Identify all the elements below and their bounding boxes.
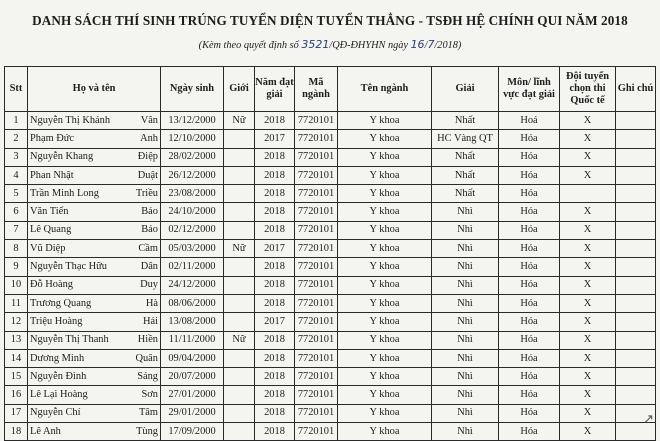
table-row bbox=[5, 112, 656, 130]
cell-family-name: Trương Quang bbox=[28, 294, 127, 312]
table-row bbox=[5, 423, 656, 441]
table-header-row bbox=[5, 67, 656, 112]
candidates-table bbox=[4, 66, 656, 441]
cell-stt: 6 bbox=[5, 203, 28, 221]
cell-code: 7720101 bbox=[295, 240, 338, 258]
cell-subject: Hóa bbox=[499, 166, 560, 184]
cell-stt: 13 bbox=[5, 331, 28, 349]
header-year: Năm đạt giải bbox=[255, 67, 295, 112]
cell-note bbox=[616, 221, 656, 239]
cell-subject: Hóa bbox=[499, 331, 560, 349]
cell-gender: Nữ bbox=[224, 240, 255, 258]
header-team: Đội tuyển chọn thi Quốc tế bbox=[560, 67, 616, 112]
cell-stt: 18 bbox=[5, 423, 28, 441]
cell-gender: Nữ bbox=[224, 112, 255, 130]
cell-code: 7720101 bbox=[295, 166, 338, 184]
cell-stt: 10 bbox=[5, 276, 28, 294]
cell-family-name: Nguyễn Thị Thanh bbox=[28, 331, 127, 349]
cell-given-name: Sơn bbox=[127, 386, 161, 404]
cell-code: 7720101 bbox=[295, 130, 338, 148]
cell-stt: 15 bbox=[5, 368, 28, 386]
cell-given-name: Hiền bbox=[127, 331, 161, 349]
cell-gender: Nữ bbox=[224, 331, 255, 349]
cell-gender bbox=[224, 404, 255, 422]
cell-family-name: Lê Anh bbox=[28, 423, 127, 441]
cell-dob: 24/12/2000 bbox=[161, 276, 224, 294]
cell-stt: 2 bbox=[5, 130, 28, 148]
cell-dob: 02/12/2000 bbox=[161, 221, 224, 239]
cell-prize: Nhất bbox=[432, 112, 499, 130]
header-subject: Môn/ lĩnh vực đạt giải bbox=[499, 67, 560, 112]
cell-family-name: Phạm Đức bbox=[28, 130, 127, 148]
cell-year: 2018 bbox=[255, 185, 295, 203]
decision-day: 16 bbox=[410, 38, 425, 51]
cell-dob: 17/09/2000 bbox=[161, 423, 224, 441]
cell-major: Y khoa bbox=[338, 130, 432, 148]
cell-given-name: Dân bbox=[127, 258, 161, 276]
cell-dob: 20/07/2000 bbox=[161, 368, 224, 386]
cell-note bbox=[616, 331, 656, 349]
cell-note bbox=[616, 185, 656, 203]
cell-code: 7720101 bbox=[295, 203, 338, 221]
cell-major: Y khoa bbox=[338, 258, 432, 276]
cell-year: 2018 bbox=[255, 386, 295, 404]
cell-family-name: Văn Tiến bbox=[28, 203, 127, 221]
cell-given-name: Sáng bbox=[127, 368, 161, 386]
cell-stt: 4 bbox=[5, 166, 28, 184]
table-row bbox=[5, 368, 656, 386]
cell-code: 7720101 bbox=[295, 112, 338, 130]
cell-year: 2018 bbox=[255, 166, 295, 184]
cell-stt: 8 bbox=[5, 240, 28, 258]
cell-prize: Nhì bbox=[432, 331, 499, 349]
cell-prize: Nhì bbox=[432, 349, 499, 367]
cell-team: X bbox=[560, 404, 616, 422]
table-row bbox=[5, 130, 656, 148]
cell-subject: Hóa bbox=[499, 221, 560, 239]
table-row bbox=[5, 258, 656, 276]
subtitle-middle: /QĐ-ĐHYHN ngày bbox=[329, 40, 411, 51]
cell-prize: Nhất bbox=[432, 148, 499, 166]
cell-stt: 14 bbox=[5, 349, 28, 367]
cell-year: 2018 bbox=[255, 221, 295, 239]
cell-subject: Hóa bbox=[499, 294, 560, 312]
cell-gender bbox=[224, 130, 255, 148]
cell-team: X bbox=[560, 130, 616, 148]
cell-gender bbox=[224, 313, 255, 331]
cell-family-name: Nguyễn Thạc Hữu bbox=[28, 258, 127, 276]
cell-year: 2017 bbox=[255, 240, 295, 258]
cell-major: Y khoa bbox=[338, 203, 432, 221]
cell-dob: 13/12/2000 bbox=[161, 112, 224, 130]
cell-family-name: Phan Nhật bbox=[28, 166, 127, 184]
cell-code: 7720101 bbox=[295, 221, 338, 239]
cell-given-name: Duật bbox=[127, 166, 161, 184]
cell-major: Y khoa bbox=[338, 185, 432, 203]
cell-prize: Nhì bbox=[432, 423, 499, 441]
cell-gender bbox=[224, 203, 255, 221]
table-row bbox=[5, 240, 656, 258]
cell-given-name: Bảo bbox=[127, 221, 161, 239]
table-row bbox=[5, 185, 656, 203]
cell-subject: Hóa bbox=[499, 349, 560, 367]
header-prize: Giải bbox=[432, 67, 499, 112]
cell-subject: Hóa bbox=[499, 185, 560, 203]
cell-team: X bbox=[560, 112, 616, 130]
cell-dob: 05/03/2000 bbox=[161, 240, 224, 258]
table-row bbox=[5, 386, 656, 404]
header-note: Ghi chú bbox=[616, 67, 656, 112]
cell-prize: Nhì bbox=[432, 221, 499, 239]
cell-prize: Nhất bbox=[432, 166, 499, 184]
cell-team: X bbox=[560, 203, 616, 221]
cell-major: Y khoa bbox=[338, 221, 432, 239]
cell-family-name: Nguyễn Thị Khánh bbox=[28, 112, 127, 130]
cell-subject: Hóa bbox=[499, 423, 560, 441]
cell-prize: Nhất bbox=[432, 185, 499, 203]
cell-code: 7720101 bbox=[295, 185, 338, 203]
cell-given-name: Tâm bbox=[127, 404, 161, 422]
cell-given-name: Hà bbox=[127, 294, 161, 312]
cell-family-name: Lê Lại Hoàng bbox=[28, 386, 127, 404]
cell-note bbox=[616, 368, 656, 386]
cell-gender bbox=[224, 221, 255, 239]
cell-major: Y khoa bbox=[338, 148, 432, 166]
cell-given-name: Vân bbox=[127, 112, 161, 130]
cell-family-name: Nguyễn Chí bbox=[28, 404, 127, 422]
cell-code: 7720101 bbox=[295, 313, 338, 331]
cell-year: 2018 bbox=[255, 258, 295, 276]
cell-prize: Nhì bbox=[432, 240, 499, 258]
cell-year: 2018 bbox=[255, 423, 295, 441]
cell-dob: 08/06/2000 bbox=[161, 294, 224, 312]
cell-subject: Hoá bbox=[499, 112, 560, 130]
cell-team: X bbox=[560, 276, 616, 294]
cell-prize: Nhì bbox=[432, 294, 499, 312]
cell-dob: 24/10/2000 bbox=[161, 203, 224, 221]
cell-code: 7720101 bbox=[295, 294, 338, 312]
cell-major: Y khoa bbox=[338, 423, 432, 441]
cell-team: X bbox=[560, 368, 616, 386]
cell-prize: Nhì bbox=[432, 276, 499, 294]
cell-gender bbox=[224, 294, 255, 312]
cell-prize: Nhì bbox=[432, 313, 499, 331]
header-code: Mã ngành bbox=[295, 67, 338, 112]
cell-code: 7720101 bbox=[295, 386, 338, 404]
cell-stt: 12 bbox=[5, 313, 28, 331]
header-major: Tên ngành bbox=[338, 67, 432, 112]
cell-code: 7720101 bbox=[295, 276, 338, 294]
cell-note bbox=[616, 166, 656, 184]
cell-dob: 12/10/2000 bbox=[161, 130, 224, 148]
cell-gender bbox=[224, 349, 255, 367]
cell-subject: Hóa bbox=[499, 258, 560, 276]
cell-gender bbox=[224, 166, 255, 184]
cell-team: X bbox=[560, 258, 616, 276]
cell-stt: 3 bbox=[5, 148, 28, 166]
cell-year: 2018 bbox=[255, 349, 295, 367]
cell-prize: Nhì bbox=[432, 258, 499, 276]
cell-family-name: Vũ Diệp bbox=[28, 240, 127, 258]
cell-family-name: Đỗ Hoàng bbox=[28, 276, 127, 294]
cell-major: Y khoa bbox=[338, 276, 432, 294]
cell-family-name: Nguyễn Khang bbox=[28, 148, 127, 166]
cell-major: Y khoa bbox=[338, 331, 432, 349]
cell-note bbox=[616, 386, 656, 404]
cell-note bbox=[616, 240, 656, 258]
cell-team: X bbox=[560, 423, 616, 441]
cell-code: 7720101 bbox=[295, 148, 338, 166]
cell-subject: Hóa bbox=[499, 313, 560, 331]
cell-code: 7720101 bbox=[295, 258, 338, 276]
cell-major: Y khoa bbox=[338, 386, 432, 404]
cell-gender bbox=[224, 148, 255, 166]
cell-major: Y khoa bbox=[338, 349, 432, 367]
cell-subject: Hóa bbox=[499, 404, 560, 422]
cell-note bbox=[616, 276, 656, 294]
table-body bbox=[5, 112, 656, 441]
table-row bbox=[5, 404, 656, 422]
cell-gender bbox=[224, 386, 255, 404]
cell-dob: 23/08/2000 bbox=[161, 185, 224, 203]
cell-family-name: Triệu Hoàng bbox=[28, 313, 127, 331]
cell-code: 7720101 bbox=[295, 404, 338, 422]
cell-note bbox=[616, 130, 656, 148]
cell-major: Y khoa bbox=[338, 166, 432, 184]
cell-code: 7720101 bbox=[295, 331, 338, 349]
header-stt: Stt bbox=[5, 67, 28, 112]
cell-team bbox=[560, 185, 616, 203]
cell-code: 7720101 bbox=[295, 368, 338, 386]
cell-subject: Hóa bbox=[499, 203, 560, 221]
cell-prize: HC Vàng QT bbox=[432, 130, 499, 148]
cell-subject: Hóa bbox=[499, 148, 560, 166]
cell-prize: Nhì bbox=[432, 404, 499, 422]
decision-month: 7 bbox=[427, 38, 435, 51]
cell-team: X bbox=[560, 331, 616, 349]
cell-year: 2017 bbox=[255, 130, 295, 148]
table-row bbox=[5, 203, 656, 221]
cell-major: Y khoa bbox=[338, 313, 432, 331]
cell-team: X bbox=[560, 166, 616, 184]
cell-prize: Nhì bbox=[432, 203, 499, 221]
cell-year: 2018 bbox=[255, 368, 295, 386]
cell-gender bbox=[224, 258, 255, 276]
cell-year: 2017 bbox=[255, 313, 295, 331]
cell-team: X bbox=[560, 294, 616, 312]
cell-year: 2018 bbox=[255, 203, 295, 221]
cell-family-name: Nguyễn Đình bbox=[28, 368, 127, 386]
cell-gender bbox=[224, 276, 255, 294]
header-name: Họ và tên bbox=[28, 67, 161, 112]
table-row bbox=[5, 276, 656, 294]
cell-dob: 29/01/2000 bbox=[161, 404, 224, 422]
cell-prize: Nhì bbox=[432, 386, 499, 404]
header-gender: Giới bbox=[224, 67, 255, 112]
cell-prize: Nhì bbox=[432, 368, 499, 386]
cell-year: 2018 bbox=[255, 294, 295, 312]
cell-gender bbox=[224, 185, 255, 203]
table-row bbox=[5, 313, 656, 331]
cell-year: 2018 bbox=[255, 112, 295, 130]
subtitle-prefix: (Kèm theo quyết định số bbox=[198, 40, 302, 51]
table-row bbox=[5, 349, 656, 367]
cell-subject: Hóa bbox=[499, 130, 560, 148]
cell-given-name: Anh bbox=[127, 130, 161, 148]
cell-given-name: Hải bbox=[127, 313, 161, 331]
cell-dob: 02/11/2000 bbox=[161, 258, 224, 276]
cell-subject: Hóa bbox=[499, 240, 560, 258]
cell-code: 7720101 bbox=[295, 423, 338, 441]
cell-team: X bbox=[560, 313, 616, 331]
subtitle-suffix: /2018) bbox=[434, 40, 462, 51]
cell-given-name: Quân bbox=[127, 349, 161, 367]
cell-major: Y khoa bbox=[338, 112, 432, 130]
cell-major: Y khoa bbox=[338, 368, 432, 386]
cell-given-name: Triều bbox=[127, 185, 161, 203]
cell-dob: 11/11/2000 bbox=[161, 331, 224, 349]
header-dob: Ngày sinh bbox=[161, 67, 224, 112]
cell-subject: Hóa bbox=[499, 368, 560, 386]
cell-year: 2018 bbox=[255, 148, 295, 166]
cell-dob: 28/02/2000 bbox=[161, 148, 224, 166]
cell-team: X bbox=[560, 240, 616, 258]
cell-given-name: Bảo bbox=[127, 203, 161, 221]
cell-major: Y khoa bbox=[338, 240, 432, 258]
cell-stt: 1 bbox=[5, 112, 28, 130]
cell-major: Y khoa bbox=[338, 404, 432, 422]
cell-year: 2018 bbox=[255, 331, 295, 349]
cell-team: X bbox=[560, 349, 616, 367]
cell-gender bbox=[224, 368, 255, 386]
cell-note bbox=[616, 294, 656, 312]
cell-family-name: Lê Quang bbox=[28, 221, 127, 239]
cell-code: 7720101 bbox=[295, 349, 338, 367]
cell-team: X bbox=[560, 386, 616, 404]
cell-given-name: Cầm bbox=[127, 240, 161, 258]
cell-year: 2018 bbox=[255, 404, 295, 422]
cell-dob: 26/12/2000 bbox=[161, 166, 224, 184]
cell-family-name: Dương Minh bbox=[28, 349, 127, 367]
table-row bbox=[5, 166, 656, 184]
cell-family-name: Trần Minh Long bbox=[28, 185, 127, 203]
subtitle-sep: / bbox=[424, 40, 428, 51]
cell-dob: 27/01/2000 bbox=[161, 386, 224, 404]
table-row bbox=[5, 148, 656, 166]
table-row bbox=[5, 331, 656, 349]
table-row bbox=[5, 221, 656, 239]
decision-number: 3521 bbox=[301, 38, 330, 51]
cell-stt: 5 bbox=[5, 185, 28, 203]
cell-stt: 11 bbox=[5, 294, 28, 312]
cell-year: 2018 bbox=[255, 276, 295, 294]
page-corner-mark: ↗ bbox=[643, 412, 654, 427]
cell-dob: 13/08/2000 bbox=[161, 313, 224, 331]
cell-note bbox=[616, 313, 656, 331]
cell-note bbox=[616, 148, 656, 166]
cell-note bbox=[616, 112, 656, 130]
cell-note bbox=[616, 349, 656, 367]
cell-team: X bbox=[560, 148, 616, 166]
cell-subject: Hóa bbox=[499, 386, 560, 404]
cell-subject: Hóa bbox=[499, 276, 560, 294]
cell-note bbox=[616, 203, 656, 221]
cell-note bbox=[616, 258, 656, 276]
document-title: DANH SÁCH THÍ SINH TRÚNG TUYỂN DIỆN TUYỂN THẲNG - TSĐH HỆ CHÍNH QUI NĂM 2018 bbox=[32, 13, 628, 28]
cell-major: Y khoa bbox=[338, 294, 432, 312]
table-row bbox=[5, 294, 656, 312]
cell-gender bbox=[224, 423, 255, 441]
cell-stt: 7 bbox=[5, 221, 28, 239]
cell-team: X bbox=[560, 221, 616, 239]
cell-dob: 09/04/2000 bbox=[161, 349, 224, 367]
cell-stt: 9 bbox=[5, 258, 28, 276]
cell-given-name: Điệp bbox=[127, 148, 161, 166]
cell-stt: 17 bbox=[5, 404, 28, 422]
cell-given-name: Duy bbox=[127, 276, 161, 294]
cell-stt: 16 bbox=[5, 386, 28, 404]
document-subtitle bbox=[0, 38, 660, 51]
cell-given-name: Tùng bbox=[127, 423, 161, 441]
